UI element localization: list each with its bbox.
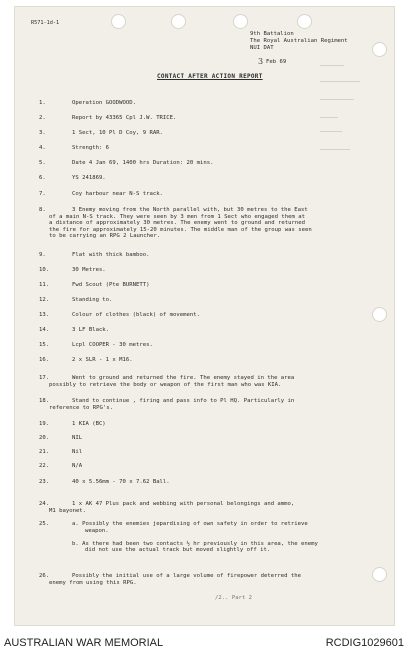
item-number: 13. [39, 312, 50, 318]
unit-line: NUI DAT [250, 45, 274, 51]
item-text: Operation GOODWOOD. [72, 100, 136, 106]
item-text: 1 x AK 47 Plus pack and webbing with personal belongings and ammo, [72, 501, 295, 507]
item-text: N/A [72, 463, 83, 469]
item-text: weapon. [85, 527, 109, 534]
item-text: 3 LF Black. [72, 327, 110, 333]
item-text: 2 x SLR - 1 x M16. [72, 357, 133, 363]
item-text: Report by 43365 Cpl J.W. TRICE. [72, 115, 177, 121]
reference-number: R571-1d-1 [31, 20, 60, 26]
punch-hole [171, 14, 186, 29]
item-number: 9. [39, 252, 46, 258]
item-text: Stand to continue , firing and pass info to Pl HQ. Particularly in [72, 398, 295, 404]
document-page [14, 6, 395, 626]
item-text: of a main N-S track. They were seen by 3 men from 1 Sect who engaged them at [49, 213, 305, 220]
item-number: 3. [39, 130, 46, 136]
item-number: 8. [39, 207, 46, 213]
punch-hole [372, 567, 387, 582]
item-number: 23. [39, 479, 50, 485]
unit-line: The Royal Australian Regiment [250, 38, 348, 44]
punch-hole [233, 14, 248, 29]
item-text: YS 241869. [72, 175, 106, 181]
item-number: 16. [39, 357, 50, 363]
item-text: 30 Metres. [72, 267, 106, 273]
item-text: Date 4 Jan 69, 1400 hrs Duration: 20 mins. [72, 160, 214, 166]
archive-name: AUSTRALIAN WAR MEMORIAL [4, 637, 164, 649]
item-text: Went to ground and returned the fire. The enemy stayed in the area [72, 375, 295, 381]
item-text: NIL [72, 435, 83, 441]
punch-hole [372, 307, 387, 322]
item-number: 20. [39, 435, 50, 441]
item-number: 26. [39, 573, 50, 579]
handwritten-date-mark: 3 [258, 57, 264, 66]
archive-id: RCDIG1029601 [325, 637, 404, 649]
item-text: possibly to retrieve the body or weapon of the first man who was KIA. [49, 381, 282, 388]
item-number: 18. [39, 398, 50, 404]
item-text: Flat with thick bamboo. [72, 252, 150, 258]
item-text: to be carrying an RPG 2 Launcher. [49, 233, 161, 240]
item-text: Coy harbour near N-S track. [72, 191, 163, 197]
item-number: 14. [39, 327, 50, 333]
item-number: 17. [39, 375, 50, 381]
item-number: 12. [39, 297, 50, 303]
item-text: Strength: 6 [72, 145, 110, 151]
item-number: 2. [39, 115, 46, 121]
item-number: 22. [39, 463, 50, 469]
item-text: the fire for approximately 15-20 minutes. The middle man of the group was seen [49, 226, 312, 233]
item-text: 1 Sect, 10 Pl D Coy, 9 RAR. [72, 130, 163, 136]
item-text: b. As there had been two contacts ½ hr previously in this area, the enemy [72, 540, 318, 547]
page-continuation: /2.. Part 2 [215, 595, 253, 601]
punch-hole [297, 14, 312, 29]
report-title: CONTACT AFTER ACTION REPORT [157, 73, 263, 80]
item-number: 19. [39, 421, 50, 427]
item-number: 24. [39, 501, 50, 507]
item-text: Lcpl COOPER - 30 metres. [72, 342, 153, 348]
item-text: Standing to. [72, 297, 113, 303]
item-text: Nil [72, 449, 83, 455]
item-number: 1. [39, 100, 46, 106]
item-text: a distance of approximately 30 metres. The enemy went to ground and returned [49, 220, 305, 227]
punch-hole [111, 14, 126, 29]
item-number: 10. [39, 267, 50, 273]
item-number: 4. [39, 145, 46, 151]
item-number: 5. [39, 160, 46, 166]
item-text: a. Possibly the enemies jepardising of own safety in order to retrieve [72, 521, 308, 527]
item-text: 1 KIA (BC) [72, 421, 106, 427]
item-text: 3 Enemy moving from the North parallel with, but 30 metres to the East [72, 207, 308, 213]
item-text: reference to RPG's. [49, 404, 113, 411]
item-number: 21. [39, 449, 50, 455]
item-text: 40 x 5.56mm - 70 x 7.62 Ball. [72, 479, 170, 485]
report-date: Feb 69 [266, 59, 287, 65]
item-text: M1 bayonet. [49, 507, 87, 514]
punch-hole [372, 42, 387, 57]
item-text: Possibly the initial use of a large volume of firepower deterred the [72, 573, 302, 579]
item-text: did not use the actual track but moved slightly off it. [85, 547, 271, 554]
item-number: 6. [39, 175, 46, 181]
item-number: 11. [39, 282, 50, 288]
item-number: 15. [39, 342, 50, 348]
item-text: enemy from using this RPG. [49, 579, 137, 586]
item-text: Fwd Scout (Pte BURNETT) [72, 282, 150, 288]
unit-line: 9th Battalion [250, 31, 294, 37]
archive-footer [0, 634, 409, 654]
item-number: 25. [39, 521, 50, 527]
item-number: 7. [39, 191, 46, 197]
item-text: Colour of clothes (black) of movement. [72, 312, 200, 318]
